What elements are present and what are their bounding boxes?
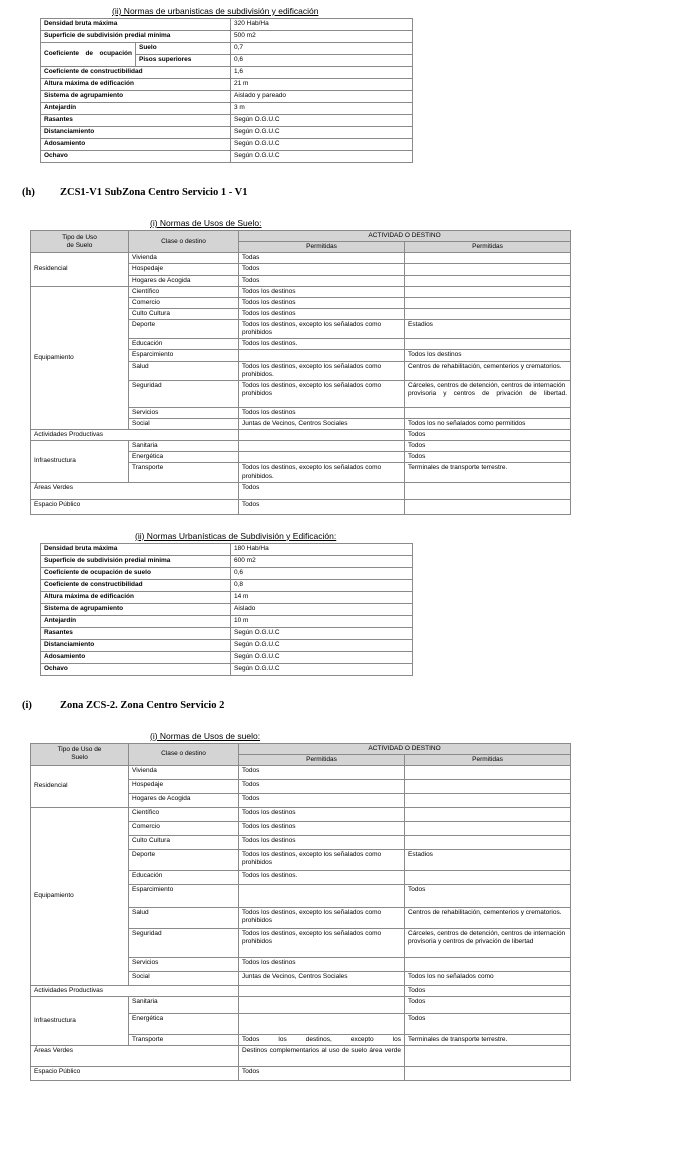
cell-clase: Vivienda bbox=[129, 253, 239, 264]
cell-clase: Energética bbox=[129, 1014, 239, 1035]
cell-permitidas-a: Todos los destinos bbox=[239, 957, 405, 971]
cell-permitidas-b: Todos los destinos bbox=[405, 350, 571, 361]
cell-key: Ochavo bbox=[41, 663, 231, 675]
table-row bbox=[31, 253, 571, 264]
table-row bbox=[31, 1067, 571, 1081]
cell-clase: Energética bbox=[129, 452, 239, 463]
table-normas-urbanisticas-1 bbox=[40, 18, 413, 163]
cell-value: 0,8 bbox=[231, 579, 413, 591]
cell-permitidas-b bbox=[405, 870, 571, 884]
table-row bbox=[41, 579, 413, 591]
cell-value: 600 m2 bbox=[231, 555, 413, 567]
cell-clase: Servicios bbox=[129, 407, 239, 418]
cell-permitidas-b bbox=[405, 275, 571, 286]
table-row bbox=[41, 67, 413, 79]
cell-espacio-publico: Espacio Público bbox=[31, 499, 239, 514]
cell-permitidas-b: Cárceles, centros de detención, centros de internación provisoria y centros de privación de libertad bbox=[405, 928, 571, 957]
caption-normas-urbanisticas-1: (ii) Normas de urbanisticas de subdivisión y edificación bbox=[112, 6, 319, 16]
cell-permitidas-a: Todos los destinos bbox=[239, 835, 405, 849]
cell-subkey: Suelo bbox=[136, 43, 231, 55]
cell-clase: Educación bbox=[129, 870, 239, 884]
table-row bbox=[41, 19, 413, 31]
cell-value: Según O.G.U.C bbox=[231, 115, 413, 127]
table-row bbox=[31, 482, 571, 499]
cell-key: Sistema de agrupamiento bbox=[41, 91, 231, 103]
heading-i-number: (i) bbox=[22, 699, 32, 711]
cell-clase: Educación bbox=[129, 339, 239, 350]
cell-permitidas-a: Todos los destinos, excepto los señalados como prohibidos bbox=[239, 907, 405, 928]
table-row bbox=[31, 1046, 571, 1067]
cell-value: 0,6 bbox=[231, 55, 413, 67]
cell-key: Densidad bruta máxima bbox=[41, 19, 231, 31]
header-clase-destino: Clase o destino bbox=[129, 743, 239, 765]
cell-permitidas-b bbox=[405, 821, 571, 835]
cell-actividades-productivas: Actividades Productivas bbox=[31, 430, 239, 441]
cell-permitidas-b: Todos bbox=[405, 430, 571, 441]
cell-key: Ochavo bbox=[41, 151, 231, 163]
cell-value: Según O.G.U.C bbox=[231, 651, 413, 663]
cell-areas-verdes: Áreas Verdes bbox=[31, 1046, 239, 1067]
header-actividad-destino: ACTIVIDAD O DESTINO bbox=[239, 743, 571, 754]
cell-value: 180 Hab/Ha bbox=[231, 543, 413, 555]
cell-value: Según O.G.U.C bbox=[231, 627, 413, 639]
cell-clase: Deporte bbox=[129, 849, 239, 870]
table-row bbox=[41, 151, 413, 163]
table-row bbox=[41, 591, 413, 603]
table-usos-suelo-1 bbox=[30, 230, 571, 515]
cell-permitidas-b bbox=[405, 1067, 571, 1081]
table-row bbox=[41, 555, 413, 567]
cell-permitidas-b bbox=[405, 297, 571, 308]
cell-value: Según O.G.U.C bbox=[231, 663, 413, 675]
cell-permitidas-b: Todos bbox=[405, 441, 571, 452]
heading-h-text: ZCS1-V1 SubZona Centro Servicio 1 - V1 bbox=[60, 187, 248, 198]
cell-clase: Sanitaria bbox=[129, 441, 239, 452]
cell-clase: Científico bbox=[129, 807, 239, 821]
table-row bbox=[41, 639, 413, 651]
cell-permitidas-b: Cárceles, centros de detención, centros de internación provisoria y centros de privación de libertad. bbox=[405, 380, 571, 407]
cell-value: 1,6 bbox=[231, 67, 413, 79]
heading-h-number: (h) bbox=[22, 187, 35, 198]
cell-clase: Social bbox=[129, 418, 239, 429]
cell-permitidas-b bbox=[405, 1046, 571, 1067]
table-header-row bbox=[31, 231, 571, 242]
cell-permitidas-a: Todos los destinos, excepto los señalados como prohibidos bbox=[239, 320, 405, 339]
header-tipo-uso: Tipo de Uso de Suelo bbox=[31, 231, 129, 253]
cell-permitidas-b: Todos bbox=[405, 985, 571, 996]
group-label-infraestructura: Infraestructura bbox=[31, 997, 129, 1046]
cell-value: 320 Hab/Ha bbox=[231, 19, 413, 31]
cell-value: 14 m bbox=[231, 591, 413, 603]
cell-permitidas-b: Todos bbox=[405, 1014, 571, 1035]
cell-permitidas-a: Todas bbox=[239, 253, 405, 264]
cell-permitidas-a: Todos los destinos, excepto los señalados como prohibidos bbox=[239, 849, 405, 870]
table-row bbox=[41, 127, 413, 139]
table-normas-urbanisticas-2 bbox=[40, 543, 413, 676]
cell-permitidas-a bbox=[239, 350, 405, 361]
group-label-equipamiento: Equipamiento bbox=[31, 286, 129, 429]
table-row bbox=[31, 807, 571, 821]
group-label-residencial: Residencial bbox=[31, 253, 129, 286]
cell-permitidas-a bbox=[239, 441, 405, 452]
table-row bbox=[41, 115, 413, 127]
cell-permitidas-b bbox=[405, 286, 571, 297]
cell-permitidas-a: Todos bbox=[239, 765, 405, 779]
cell-clase: Deporte bbox=[129, 320, 239, 339]
cell-permitidas-b bbox=[405, 765, 571, 779]
cell-permitidas-a: Todos bbox=[239, 264, 405, 275]
cell-permitidas-b bbox=[405, 779, 571, 793]
cell-clase: Vivienda bbox=[129, 765, 239, 779]
table-row bbox=[41, 615, 413, 627]
cell-permitidas-a: Todos los destinos, excepto los señalados como prohibidos. bbox=[239, 463, 405, 482]
cell-clase: Social bbox=[129, 971, 239, 985]
table-row bbox=[41, 43, 413, 55]
cell-permitidas-b: Centros de rehabilitación, cementerios y crematorios. bbox=[405, 907, 571, 928]
caption-normas-urbanisticas-2: (ii) Normas Urbanísticas de Subdivisión y Edificación: bbox=[135, 530, 337, 541]
cell-permitidas-a: Juntas de Vecinos, Centros Sociales bbox=[239, 971, 405, 985]
cell-clase: Esparcimiento bbox=[129, 884, 239, 907]
table-row bbox=[41, 91, 413, 103]
header-permitidas-b: Permitidas bbox=[405, 754, 571, 765]
cell-clase: Sanitaria bbox=[129, 997, 239, 1014]
cell-permitidas-b bbox=[405, 482, 571, 499]
cell-clase: Seguridad bbox=[129, 380, 239, 407]
cell-areas-verdes: Áreas Verdes bbox=[31, 482, 239, 499]
cell-value: Aislado bbox=[231, 603, 413, 615]
cell-clase: Hogares de Acogida bbox=[129, 793, 239, 807]
cell-clase: Hospedaje bbox=[129, 779, 239, 793]
cell-clase: Culto Cultura bbox=[129, 308, 239, 319]
cell-clase: Científico bbox=[129, 286, 239, 297]
table-row bbox=[31, 765, 571, 779]
cell-key: Distanciamiento bbox=[41, 127, 231, 139]
cell-permitidas-a bbox=[239, 985, 405, 996]
caption-usos-suelo-1: (i) Normas de Usos de Suelo: bbox=[150, 218, 262, 228]
cell-key: Antejardín bbox=[41, 103, 231, 115]
header-permitidas-a: Permitidas bbox=[239, 242, 405, 253]
group-label-infraestructura: Infraestructura bbox=[31, 441, 129, 483]
cell-permitidas-a: Todos los destinos, excepto los señalados como prohibidos bbox=[239, 928, 405, 957]
cell-permitidas-b: Centros de rehabilitación, cementerios y crematorios. bbox=[405, 361, 571, 380]
cell-permitidas-b: Terminales de transporte terrestre. bbox=[405, 1035, 571, 1046]
table-row bbox=[31, 985, 571, 996]
cell-clase: Salud bbox=[129, 907, 239, 928]
header-permitidas-b: Permitidas bbox=[405, 242, 571, 253]
header-tipo-uso: Tipo de Uso de Suelo bbox=[31, 743, 129, 765]
cell-permitidas-a bbox=[239, 430, 405, 441]
header-clase-destino: Clase o destino bbox=[129, 231, 239, 253]
cell-key: Distanciamiento bbox=[41, 639, 231, 651]
cell-permitidas-b bbox=[405, 253, 571, 264]
cell-permitidas-a: Todos los destinos. bbox=[239, 870, 405, 884]
cell-key: Rasantes bbox=[41, 627, 231, 639]
table-row bbox=[31, 430, 571, 441]
table-row bbox=[41, 567, 413, 579]
table-row bbox=[41, 103, 413, 115]
cell-key: Rasantes bbox=[41, 115, 231, 127]
cell-value: 21 m bbox=[231, 79, 413, 91]
cell-key: Antejardín bbox=[41, 615, 231, 627]
cell-permitidas-b: Todos los no señalados como permitidos bbox=[405, 418, 571, 429]
cell-clase: Hogares de Acogida bbox=[129, 275, 239, 286]
cell-permitidas-b: Todos los no señalados como bbox=[405, 971, 571, 985]
cell-permitidas-a: Todos bbox=[239, 1067, 405, 1081]
group-label-residencial: Residencial bbox=[31, 765, 129, 807]
cell-permitidas-b bbox=[405, 807, 571, 821]
table-header-row bbox=[31, 743, 571, 754]
cell-value: Según O.G.U.C bbox=[231, 127, 413, 139]
cell-value: 10 m bbox=[231, 615, 413, 627]
cell-permitidas-a: Todos los destinos bbox=[239, 407, 405, 418]
table-row bbox=[41, 79, 413, 91]
cell-clase: Salud bbox=[129, 361, 239, 380]
cell-permitidas-b bbox=[405, 264, 571, 275]
cell-permitidas-b bbox=[405, 339, 571, 350]
cell-clase: Hospedaje bbox=[129, 264, 239, 275]
cell-value: Según O.G.U.C bbox=[231, 639, 413, 651]
table-row bbox=[41, 651, 413, 663]
table-row bbox=[41, 543, 413, 555]
cell-permitidas-a: Todos los destinos bbox=[239, 821, 405, 835]
cell-key: Coeficiente de constructibilidad bbox=[41, 67, 231, 79]
caption-usos-suelo-2: (i) Normas de Usos de suelo: bbox=[150, 730, 261, 741]
cell-permitidas-b: Todos bbox=[405, 452, 571, 463]
cell-actividades-productivas: Actividades Productivas bbox=[31, 985, 239, 996]
cell-permitidas-b bbox=[405, 835, 571, 849]
cell-permitidas-b bbox=[405, 407, 571, 418]
cell-permitidas-a: Todos bbox=[239, 779, 405, 793]
cell-value: Aislado y pareado bbox=[231, 91, 413, 103]
cell-value: Según O.G.U.C bbox=[231, 151, 413, 163]
table-row bbox=[41, 603, 413, 615]
cell-permitidas-b bbox=[405, 957, 571, 971]
cell-clase: Comercio bbox=[129, 821, 239, 835]
cell-key: Adosamiento bbox=[41, 651, 231, 663]
table-row bbox=[41, 627, 413, 639]
cell-permitidas-b: Estadios bbox=[405, 320, 571, 339]
heading-h bbox=[22, 187, 698, 198]
table-row bbox=[31, 441, 571, 452]
cell-permitidas-b bbox=[405, 308, 571, 319]
cell-permitidas-b: Estadios bbox=[405, 849, 571, 870]
cell-permitidas-a: Todos bbox=[239, 275, 405, 286]
table-row bbox=[41, 31, 413, 43]
cell-permitidas-a: Todos los destinos, excepto los bbox=[239, 1035, 405, 1046]
cell-permitidas-b: Terminales de transporte terrestre. bbox=[405, 463, 571, 482]
cell-key: Superficie de subdivisión predial mínima bbox=[41, 31, 231, 43]
cell-permitidas-a: Todos los destinos, excepto los señalados como prohibidos bbox=[239, 380, 405, 407]
cell-key: Sistema de agrupamiento bbox=[41, 603, 231, 615]
cell-permitidas-a: Todos los destinos bbox=[239, 807, 405, 821]
cell-clase: Culto Cultura bbox=[129, 835, 239, 849]
cell-permitidas-a bbox=[239, 1014, 405, 1035]
cell-value: 500 m2 bbox=[231, 31, 413, 43]
cell-permitidas-b bbox=[405, 499, 571, 514]
cell-permitidas-a: Todos los destinos, excepto los señalados como prohibidos. bbox=[239, 361, 405, 380]
table-usos-suelo-2 bbox=[30, 743, 571, 1082]
cell-permitidas-a: Destinos complementarios al uso de suelo área verde bbox=[239, 1046, 405, 1067]
cell-key: Densidad bruta máxima bbox=[41, 543, 231, 555]
cell-permitidas-b bbox=[405, 793, 571, 807]
table-row bbox=[41, 139, 413, 151]
cell-key: Coeficiente de constructibilidad bbox=[41, 579, 231, 591]
cell-key: Coeficiente de ocupación bbox=[41, 43, 136, 67]
cell-subkey: Pisos superiores bbox=[136, 55, 231, 67]
cell-key: Altura máxima de edificación bbox=[41, 79, 231, 91]
cell-permitidas-a: Todos los destinos. bbox=[239, 339, 405, 350]
cell-clase: Transporte bbox=[129, 1035, 239, 1046]
cell-permitidas-a bbox=[239, 452, 405, 463]
cell-permitidas-a: Todos los destinos bbox=[239, 297, 405, 308]
cell-value: Según O.G.U.C bbox=[231, 139, 413, 151]
cell-value: 3 m bbox=[231, 103, 413, 115]
cell-permitidas-a: Todos bbox=[239, 793, 405, 807]
header-actividad-destino: ACTIVIDAD O DESTINO bbox=[239, 231, 571, 242]
cell-clase: Transporte bbox=[129, 463, 239, 482]
cell-permitidas-a: Juntas de Vecinos, Centros Sociales bbox=[239, 418, 405, 429]
cell-clase: Comercio bbox=[129, 297, 239, 308]
cell-clase: Esparcimiento bbox=[129, 350, 239, 361]
cell-value: 0,7 bbox=[231, 43, 413, 55]
cell-permitidas-b: Todos bbox=[405, 884, 571, 907]
cell-espacio-publico: Espacio Público bbox=[31, 1067, 239, 1081]
cell-key: Superficie de subdivisión predial mínima bbox=[41, 555, 231, 567]
table-row bbox=[31, 499, 571, 514]
cell-key: Coeficiente de ocupación de suelo bbox=[41, 567, 231, 579]
cell-permitidas-b: Todos bbox=[405, 997, 571, 1014]
cell-permitidas-a: Todos los destinos bbox=[239, 286, 405, 297]
cell-value: 0,6 bbox=[231, 567, 413, 579]
table-row bbox=[31, 286, 571, 297]
table-row bbox=[41, 663, 413, 675]
heading-i bbox=[22, 700, 698, 711]
group-label-equipamiento: Equipamiento bbox=[31, 807, 129, 985]
table-row bbox=[31, 997, 571, 1014]
cell-key: Altura máxima de edificación bbox=[41, 591, 231, 603]
cell-clase: Servicios bbox=[129, 957, 239, 971]
cell-permitidas-a: Todos bbox=[239, 482, 405, 499]
cell-permitidas-a bbox=[239, 884, 405, 907]
cell-permitidas-a: Todos los destinos bbox=[239, 308, 405, 319]
heading-i-text: Zona ZCS-2. Zona Centro Servicio 2 bbox=[60, 699, 225, 711]
cell-clase: Seguridad bbox=[129, 928, 239, 957]
header-permitidas-a: Permitidas bbox=[239, 754, 405, 765]
cell-key: Adosamiento bbox=[41, 139, 231, 151]
cell-permitidas-a bbox=[239, 997, 405, 1014]
cell-permitidas-a: Todos bbox=[239, 499, 405, 514]
